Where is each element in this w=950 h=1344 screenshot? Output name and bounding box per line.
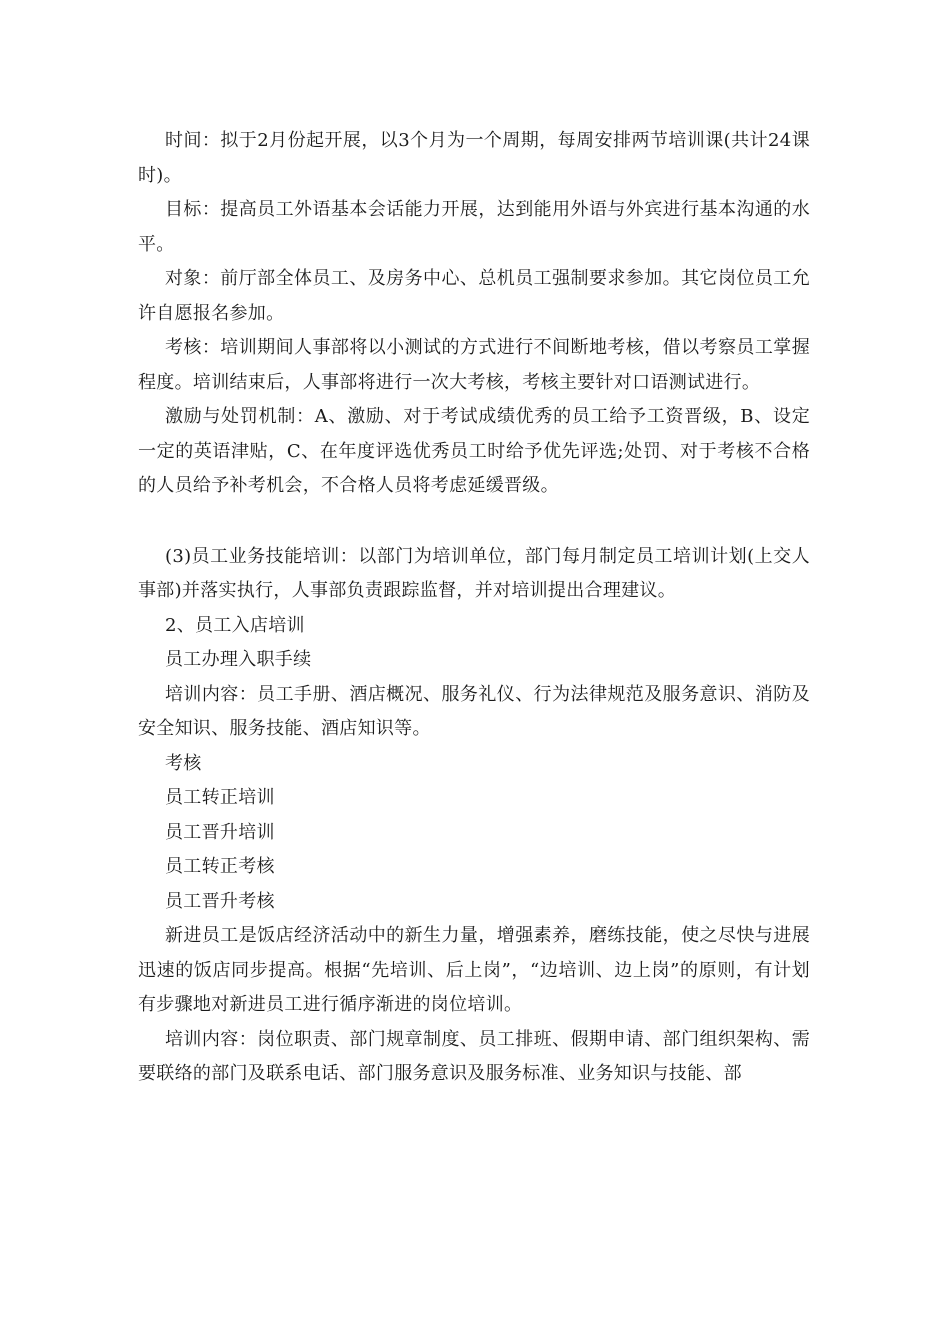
paragraph-training-content-1: 培训内容：员工手册、酒店概况、服务礼仪、行为法律规范及服务意识、消防及安全知识、服务技能、酒店知识等。 bbox=[138, 683, 810, 739]
item-regularization-assessment: 员工转正考核 bbox=[165, 856, 275, 877]
item-join-procedures: 员工办理入职手续 bbox=[165, 649, 312, 670]
paragraph-new-staff: 新进员工是饭店经济活动中的新生力量，增强素养，磨练技能，使之尽快与进展迅速的饭店同步提高。根据“先培训、后上岗”，“边培训、边上岗”的原则，有计划有步骤地对新进员工进行循序渐进的岗位培训。 bbox=[138, 925, 810, 1015]
item-promotion-training: 员工晋升培训 bbox=[165, 821, 275, 843]
paragraph-training-content-2: 培训内容：岗位职责、部门规章制度、员工排班、假期申请、部门组织架构、需要联络的部门及联系电话、部门服务意识及服务标准、业务知识与技能、部 bbox=[138, 1028, 810, 1084]
paragraph-skills-training: (3)员工业务技能培训：以部门为培训单位，部门每月制定员工培训计划(上交人事部)并落实执行，人事部负责跟踪监督，并对培训提出合理建议。 bbox=[138, 545, 810, 601]
paragraph-goal: 目标：提高员工外语基本会话能力开展，达到能用外语与外宾进行基本沟通的水平。 bbox=[138, 199, 810, 255]
paragraph-assessment: 考核：培训期间人事部将以小测试的方式进行不间断地考核，借以考察员工掌握程度。培训结束后，人事部将进行一次大考核，考核主要针对口语测试进行。 bbox=[138, 337, 810, 393]
paragraph-time: 时间：拟于2月份起开展，以3个月为一个周期，每周安排两节培训课(共计24课时)。 bbox=[138, 130, 810, 186]
paragraph-audience: 对象：前厅部全体员工、及房务中心、总机员工强制要求参加。其它岗位员工允许自愿报名参加。 bbox=[138, 268, 810, 324]
item-promotion-assessment: 员工晋升考核 bbox=[165, 890, 275, 912]
item-assessment: 考核 bbox=[165, 752, 202, 774]
item-regularization-training: 员工转正培训 bbox=[165, 787, 275, 808]
document-body bbox=[138, 124, 810, 1092]
paragraph-gap bbox=[138, 504, 810, 540]
paragraph-incentives: 激励与处罚机制：A、激励、对于考试成绩优秀的员工给予工资晋级，B、设定一定的英语津贴，C、在年度评选优秀员工时给予优先评选;处罚、对于考核不合格的人员给予补考机会，不合格人员将考虑延缓晋级。 bbox=[138, 406, 810, 496]
section-heading-onboarding: 2、员工入店培训 bbox=[165, 614, 305, 636]
